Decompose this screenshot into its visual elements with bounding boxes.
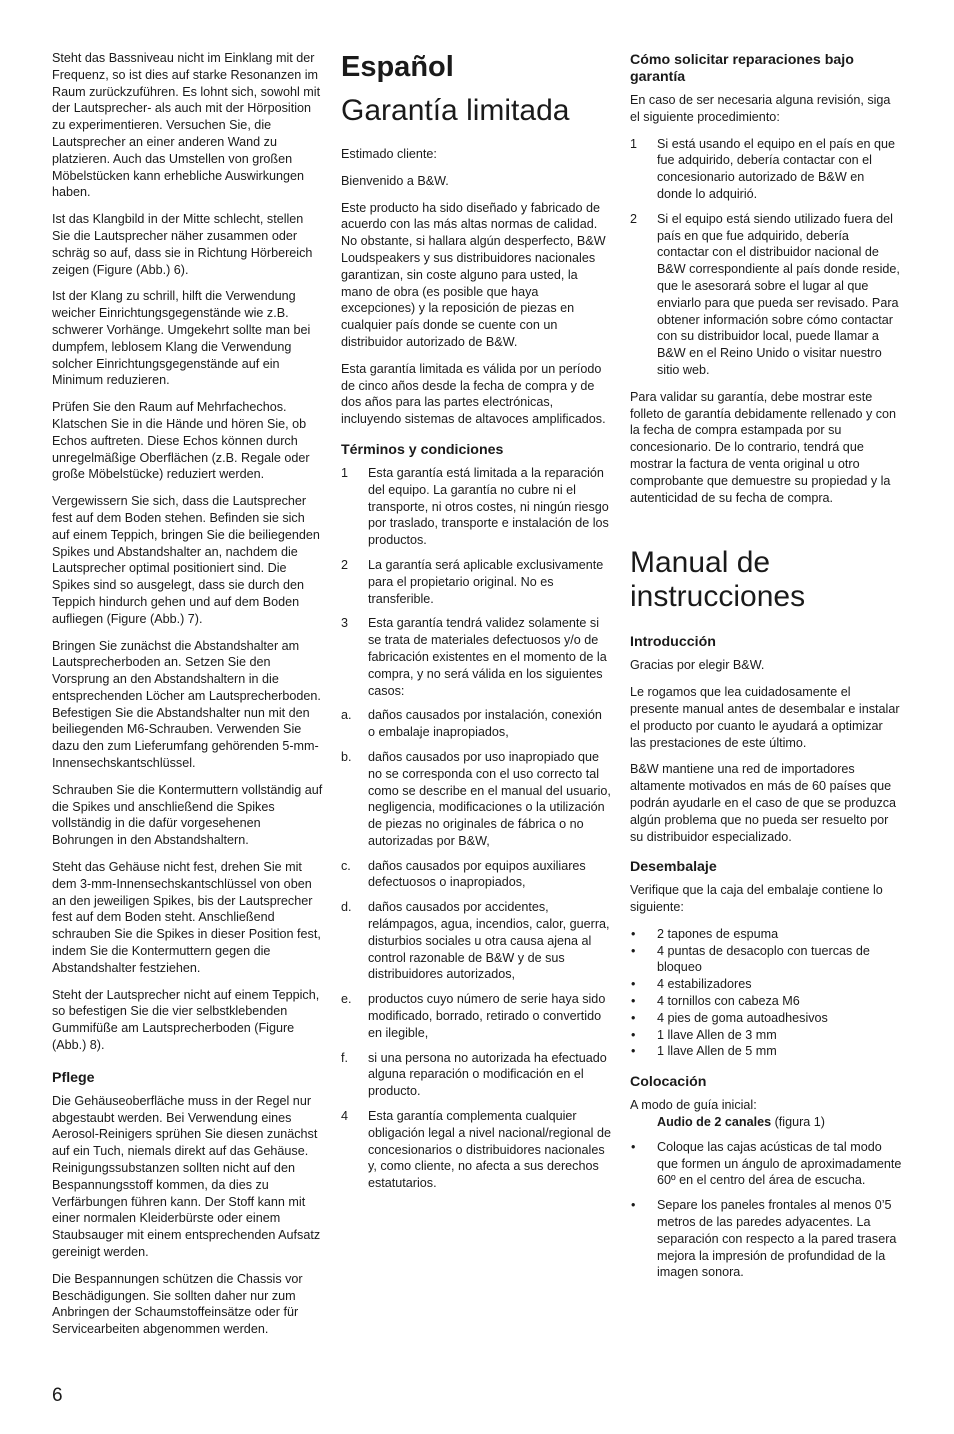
- list-item-text: 4 tornillos con cabeza M6: [657, 994, 800, 1009]
- list-item-text: 2 tapones de espuma: [657, 926, 779, 941]
- paragraph: Schrauben Sie die Kontermuttern vollständig auf die Spikes und anschließend die Spikes vollständig in die dafür vorgesehenen Bohrungen in den Abstandshaltern.: [52, 782, 323, 848]
- list-item-text: Si está usando el equipo en el país en que fue adquirido, debería contactar con el concesionario autorizado de B&W en donde lo adquirió.: [657, 136, 896, 201]
- repair-steps: [630, 136, 902, 379]
- repair-heading: Cómo solicitar reparaciones bajo garantía: [630, 52, 854, 85]
- list-item-text: daños causados por accidentes, relámpagos, agua, incendios, calor, guerra, disturbios sociales u otra causa ajena al control razonable de B&W y de sus distribuidores autorizados,: [368, 900, 610, 982]
- paragraph: Bienvenido a B&W.: [341, 173, 449, 188]
- list-item: [630, 1027, 902, 1044]
- paragraph: Este producto ha sido diseñado y fabricado de acuerdo con las más altas normas de calidad. No obstante, si hallara algún desperfecto, B&W Loudspeakers y sus distribuidores nacionales garantizan, sin coste alguno para usted, la mano de obra (es posible que haya excepciones) y la reposición de piezas en cualquier país donde se cuente con un distribuidor autorizado de B&W.: [341, 200, 606, 349]
- placement-intro: [630, 1097, 902, 1131]
- column-spanish-manual: [630, 50, 902, 1291]
- list-item: [630, 1139, 902, 1189]
- list-item: [341, 749, 611, 850]
- paragraph: Vergewissern Sie sich, dass die Lautsprecher fest auf dem Boden stehen. Befinden sie sich auf einem Teppich, bringen Sie die beiliegenden Spikes und Abstandshalter an, nachdem die Lautsprecher optimal positioniert sind. Die Spikes sind so ausgelegt, dass sie durch den Teppich hindurch gehen und auf dem Boden aufliegen (Figure (Abb.) 7).: [52, 494, 320, 626]
- list-item-text: si una persona no autorizada ha efectuado alguna reparación o modificación en el producto.: [368, 1050, 607, 1099]
- list-item: [630, 1043, 902, 1060]
- paragraph: Steht der Lautsprecher nicht auf einem Teppich, so befestigen Sie die vier selbstklebenden Gummifüße am Lautsprecherboden (Figure (Abb.) 8).: [52, 987, 320, 1053]
- list-item: [341, 899, 611, 983]
- list-item-text: daños causados por uso inapropiado que no se corresponda con el uso correcto tal como se describe en el manual del usuario, negligencia, modificaciones o la utilización de piezas no originales de fábrica o no autorizadas por B&W,: [368, 749, 611, 848]
- list-item-text: Esta garantía tendrá validez solamente si se trata de materiales defectuosos y/o de fabricación existentes en el momento de la compra, y no será válida en los siguientes casos:: [368, 616, 607, 698]
- placement-subheading: [630, 1115, 825, 1129]
- bullet: •: [631, 1027, 636, 1042]
- paragraph: Estimado cliente:: [341, 147, 437, 161]
- pflege-heading: Pflege: [52, 1069, 95, 1086]
- list-marker: 2: [341, 557, 349, 572]
- list-item-text: 4 estabilizadores: [657, 977, 752, 992]
- paragraph: Bringen Sie zunächst die Abstandshalter am Lautsprecherboden an. Setzen Sie den Vorsprung an den Abstandshaltern in die entsprechenden Löcher am Lautsprecherboden. Befestigen Sie die Abstandshalter nun mit den beiliegenden M6-Schrauben. Verwenden Sie dazu den zum Lieferumfang gehörenden 5-mm-Innensechskantschlüssel.: [52, 638, 321, 771]
- bullet: •: [631, 943, 636, 958]
- bullet: •: [631, 994, 636, 1009]
- list-item: [341, 1050, 611, 1100]
- list-marker: b.: [341, 749, 352, 764]
- list-marker: f.: [341, 1050, 348, 1065]
- list-item-text: Coloque las cajas acústicas de tal modo que formen un ángulo de aproximadamente 60º en el centro del área de escucha.: [657, 1139, 902, 1188]
- column-german: [52, 50, 324, 1348]
- list-item: [341, 707, 611, 741]
- list-item: [341, 991, 611, 1041]
- unpack-heading: Desembalaje: [630, 859, 717, 876]
- list-marker: a.: [341, 708, 352, 723]
- manual-title-line2: instrucciones: [630, 580, 806, 614]
- list-item: [630, 211, 902, 379]
- list-item-text: 4 puntas de desacoplo con tuercas de bloqueo: [657, 943, 870, 975]
- list-item: [630, 976, 902, 993]
- unpack-list: [630, 926, 902, 1060]
- list-marker: 1: [630, 136, 638, 151]
- list-item-text: Separe los paneles frontales al menos 0’5 metros de las paredes adyacentes. La separación con respecto a la pared trasera mejora la impresión de profundidad de la imagen sonora.: [657, 1198, 897, 1280]
- bullet: •: [631, 1010, 636, 1025]
- list-item-text: Esta garantía está limitada a la reparación del equipo. La garantía no cubre ni el transporte, ni otros costes, ni ningún riesgo por traslado, transporte e instalación de los productos.: [368, 465, 609, 548]
- list-marker: 4: [341, 1109, 349, 1124]
- language-title: Español: [341, 51, 454, 83]
- placement-sub-bold: Audio de 2 canales: [657, 1115, 772, 1130]
- terms-list: [341, 465, 611, 1192]
- placement-intro-text: A modo de guía inicial:: [630, 1098, 757, 1113]
- paragraph: Ist der Klang zu schrill, hilft die Verwendung weicher Einrichtungsgegenstände wie z.B. schwerer Vorhänge. Umgekehrt sollte man bei dumpfem, leblosem Klang die Verwendung solcher Einrichtungsgegenstände auf ein Minimum reduzieren.: [52, 289, 311, 388]
- list-item: [341, 858, 611, 892]
- list-marker: d.: [341, 900, 352, 915]
- list-item: [341, 1108, 611, 1192]
- manual-title-line1: Manual de: [630, 546, 771, 580]
- list-item-text: La garantía será aplicable exclusivamente para el propietario original. No es transferible.: [368, 557, 604, 606]
- list-item-text: daños causados por instalación, conexión o embalaje inapropiados,: [368, 708, 602, 740]
- paragraph: En caso de ser necesaria alguna revisión, siga el siguiente procedimiento:: [630, 93, 891, 124]
- terms-heading: Términos y condiciones: [341, 441, 504, 458]
- list-item: [630, 926, 902, 943]
- list-marker: 3: [341, 616, 349, 631]
- paragraph: Ist das Klangbild in der Mitte schlecht, stellen Sie die Lautsprecher näher zusammen oder schräg so auf, dass sie in Richtung Hörbereich zeigen (Figure (Abb.) 6).: [52, 212, 313, 277]
- warranty-title: Garantía limitada: [341, 94, 570, 127]
- column-spanish-warranty: [341, 50, 611, 1202]
- paragraph: Le rogamos que lea cuidadosamente el presente manual antes de desembalar e instalar el producto por cuanto le ayudará a optimizar las prestaciones de este último.: [630, 685, 900, 750]
- bullet: •: [631, 1044, 636, 1059]
- list-item: [630, 943, 902, 977]
- list-marker: c.: [341, 858, 351, 873]
- manual-title: [630, 546, 902, 614]
- intro-heading: Introducción: [630, 634, 716, 651]
- list-item-text: Si el equipo está siendo utilizado fuera del país en que fue adquirido, debería contactar con el distribuidor nacional de B&W correspondiente al país donde reside, que le asesorará sobre el lugar al que enviarlo para que pueda ser revisado. Para obtener información sobre cómo contactar con su distribuidor local, puede llamar a B&W en el Reino Unido o visitar nuestro sitio web.: [657, 211, 900, 377]
- list-item: [630, 1010, 902, 1027]
- list-item-text: Esta garantía complementa cualquier obligación legal a nivel nacional/regional de concesionarios o distribuidores nacionales y, como cliente, no afecta a sus derechos estatutarios.: [368, 1109, 611, 1191]
- paragraph: Gracias por elegir B&W.: [630, 658, 765, 673]
- paragraph: Die Bespannungen schützen die Chassis vor Beschädigungen. Sie sollten daher nur zum Anbringen der Schaumstoffeinsätze oder für Servicearbeiten abgenommen werden.: [52, 1271, 303, 1337]
- paragraph: Steht das Bassniveau nicht im Einklang mit der Frequenz, so ist dies auf starke Resonanzen im Raum zurückzuführen. Es lohnt sich, sowohl mit der Lautsprecher- als auch mit der Hörposition zu experimentieren. Versuchen Sie, die Lautsprecher an einer anderen Wand zu platzieren. Auch das Umstellen von großen Möbelstücken kann erhebliche Auswirkungen haben.: [52, 51, 321, 200]
- placement-list: [630, 1139, 902, 1281]
- page-number: 6: [52, 1385, 63, 1406]
- list-item-text: productos cuyo número de serie haya sido modificado, borrado, retirado o convertido en ilegible,: [368, 992, 606, 1040]
- list-item-text: 1 llave Allen de 3 mm: [657, 1027, 777, 1042]
- paragraph: Die Gehäuseoberfläche muss in der Regel nur abgestaubt werden. Bei Verwendung eines Aerosol-Reinigers sprühen Sie diesen zunächst auf ein Tuch, niemals direkt auf das Gehäuse. Reinigungssubstanzen sollten nicht auf den Bespannungsstoff kommen, da dies zu Verfärbungen führen kann. Der Stoff kann mit einer normalen Kleiderbürste oder einem Staubsauger mit einem entsprechenden Aufsatz gereinigt werden.: [52, 1093, 321, 1259]
- german-paragraphs-a: [52, 50, 324, 1054]
- placement-sub-rest: (figura 1): [771, 1115, 825, 1130]
- paragraph: Verifique que la caja del embalaje contiene lo siguiente:: [630, 883, 883, 915]
- paragraph: Steht das Gehäuse nicht fest, drehen Sie mit dem 3-mm-Innensechskantschlüssel von oben an den jeweiligen Spikes, bis der Lautsprecher fest auf dem Boden steht. Anschließend schrauben Sie die Spikes in dieser Position fest, indem Sie die Kontermuttern gegen die Abstandshalter festziehen.: [52, 860, 321, 975]
- list-item: [341, 615, 611, 699]
- list-item-text: 4 pies de goma autoadhesivos: [657, 1010, 828, 1025]
- list-item-text: daños causados por equipos auxiliares defectuosos o inapropiados,: [368, 858, 586, 890]
- paragraph: B&W mantiene una red de importadores altamente motivados en más de 60 países que podrán ayudarle en el caso de que se produzca algún problema que no pueda ser resuelto por su distribuidor especializado.: [630, 762, 897, 844]
- placement-heading: Colocación: [630, 1074, 707, 1091]
- list-item: [341, 557, 611, 607]
- list-marker: 1: [341, 465, 349, 480]
- bullet: •: [631, 1139, 636, 1154]
- paragraph: Prüfen Sie den Raum auf Mehrfachechos. Klatschen Sie in die Hände und hören Sie, ob Echos auftreten. Diese Echos können durch unregelmäßige Oberflächen (z.B. Regale oder große Möbelstücke) reduziert werden.: [52, 400, 310, 482]
- list-item: [630, 993, 902, 1010]
- paragraph: Esta garantía limitada es válida por un período de cinco años desde la fecha de compra y de dos años para las partes electrónicas, incluyendo sistemas de altavoces amplificados.: [341, 361, 606, 427]
- list-item: [630, 1197, 902, 1281]
- list-item: [630, 136, 902, 203]
- bullet: •: [631, 926, 636, 941]
- paragraph: Para validar su garantía, debe mostrar este folleto de garantía debidamente rellenado y con la fecha de compra estampada por su concesionario. De lo contrario, tendrá que mostrar la factura de venta original u otro comprobante que demuestre su propiedad y la autenticidad de su fecha de compra.: [630, 389, 897, 505]
- list-item-text: 1 llave Allen de 5 mm: [657, 1044, 777, 1059]
- list-item: [341, 465, 611, 549]
- german-paragraphs-b: [52, 1093, 324, 1338]
- list-marker: e.: [341, 992, 352, 1007]
- list-marker: 2: [630, 211, 638, 226]
- bullet: •: [631, 1198, 636, 1213]
- bullet: •: [631, 977, 636, 992]
